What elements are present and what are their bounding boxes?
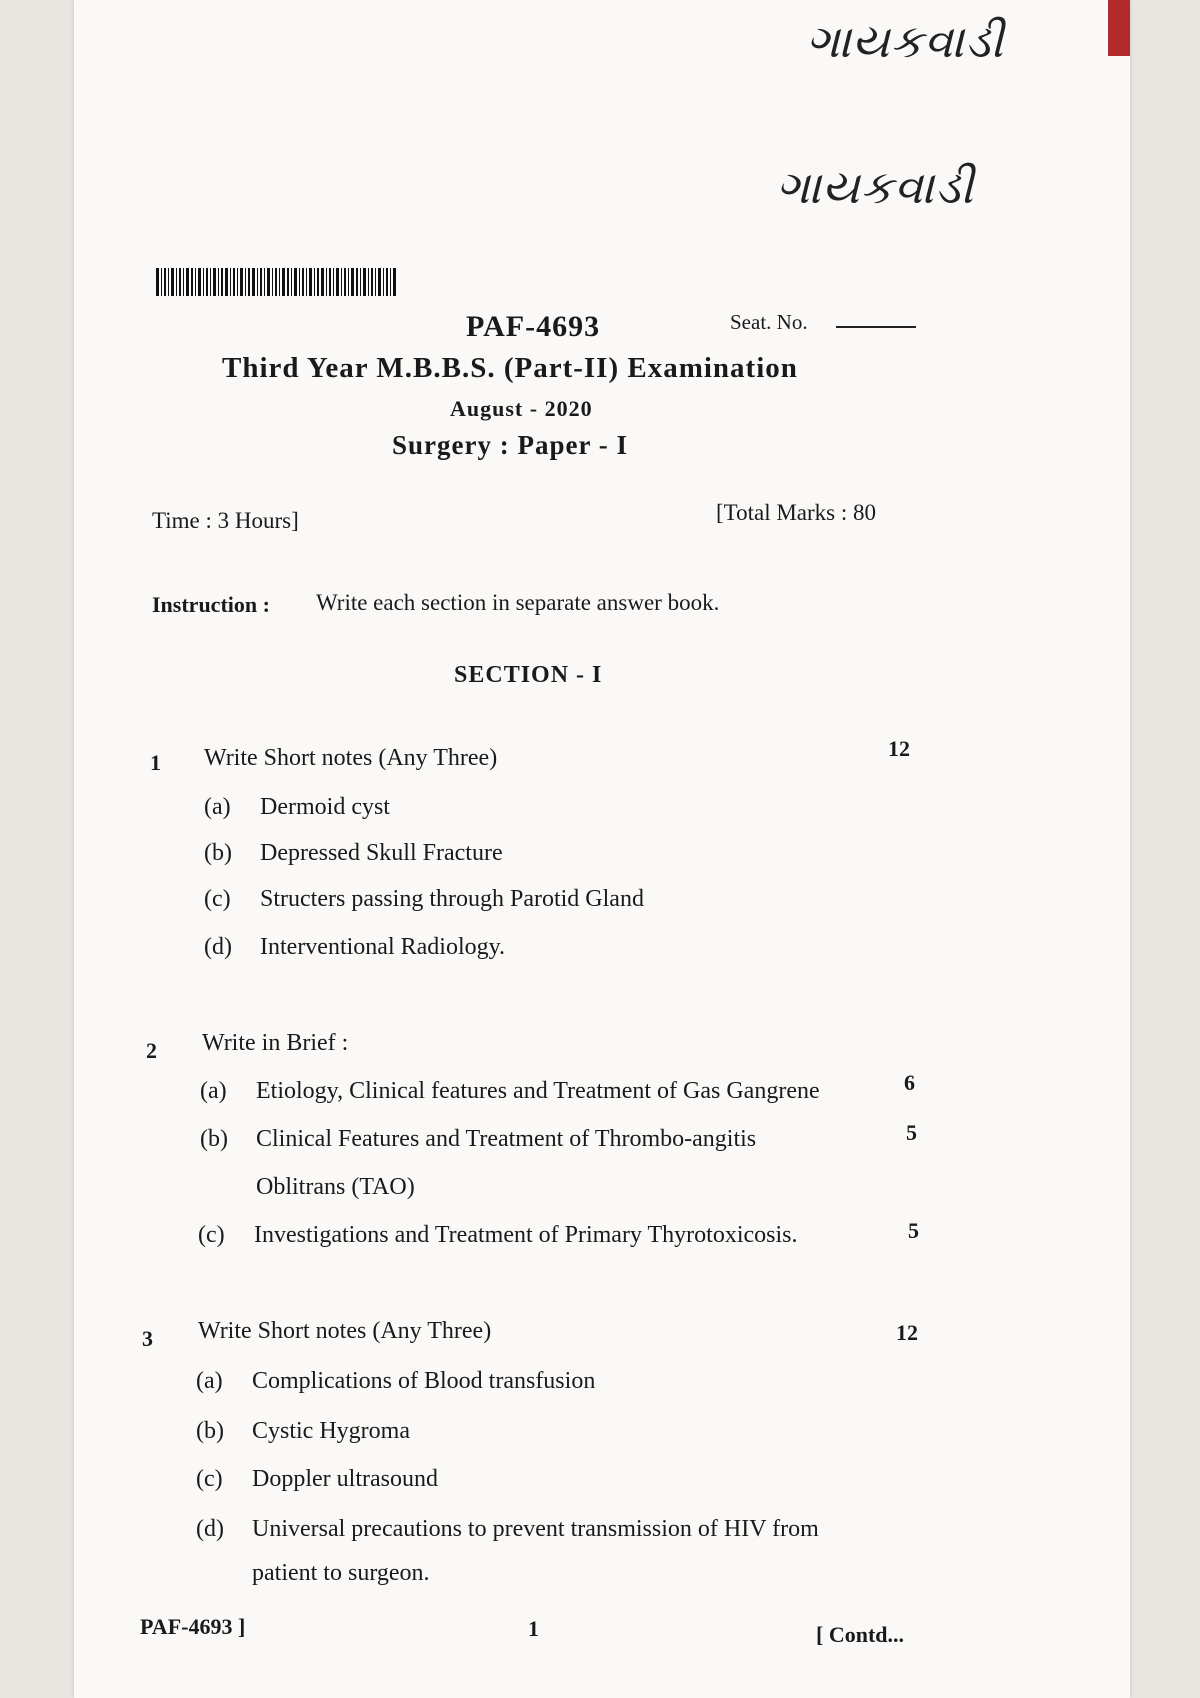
question-text: Write Short notes (Any Three) [198, 1318, 492, 1344]
seat-number-label: Seat. No. [730, 310, 808, 334]
footer-continued: [ Contd... [816, 1622, 905, 1647]
total-marks: [Total Marks : 80 [716, 500, 877, 525]
list-item: (b) Clinical Features and Treatment of Thrombo-angitis [200, 1126, 757, 1152]
list-item: (a) Dermoid cyst [204, 794, 390, 820]
part-marks: 5 [908, 1218, 919, 1243]
time-allowed: Time : 3 Hours] [152, 508, 299, 533]
question-marks: 12 [888, 736, 910, 761]
part-marks: 5 [906, 1120, 917, 1145]
list-item: (a) Etiology, Clinical features and Treatment of Gas Gangrene [200, 1078, 820, 1104]
list-item: (b) Depressed Skull Fracture [204, 840, 503, 866]
handwritten-note-top: ગાયકવાડી [806, 14, 1005, 68]
list-item: (a) Complications of Blood transfusion [196, 1368, 596, 1394]
exam-title: Third Year M.B.B.S. (Part-II) Examination [222, 352, 798, 384]
section-title: SECTION - I [454, 662, 603, 688]
paper-code: PAF-4693 [466, 310, 601, 343]
instruction-label: Instruction : [152, 592, 270, 617]
question-number: 2 [146, 1038, 157, 1063]
question-marks: 12 [896, 1320, 918, 1345]
list-item-continuation: Oblitrans (TAO) [256, 1174, 415, 1200]
part-marks: 6 [904, 1070, 915, 1095]
list-item: (b) Cystic Hygroma [196, 1418, 410, 1444]
exam-date: August - 2020 [450, 396, 593, 421]
red-edge-mark [1108, 0, 1130, 56]
list-item: (d) Interventional Radiology. [204, 934, 506, 960]
instruction-text: Write each section in separate answer book. [316, 590, 720, 615]
list-item: (c) Structers passing through Parotid Gland [204, 886, 644, 912]
question-number: 1 [150, 750, 161, 775]
handwritten-note-second: ગાયકવાડી [776, 160, 975, 214]
question-number: 3 [142, 1326, 153, 1351]
list-item: (c) Investigations and Treatment of Primary Thyrotoxicosis. [198, 1222, 798, 1248]
barcode [156, 268, 406, 308]
list-item-continuation: patient to surgeon. [252, 1560, 430, 1586]
list-item: (c) Doppler ultrasound [196, 1466, 438, 1492]
footer-paper-code: PAF-4693 ] [140, 1614, 246, 1639]
question-text: Write Short notes (Any Three) [204, 745, 498, 771]
seat-number-blank [836, 326, 916, 328]
list-item: (d) Universal precautions to prevent transmission of HIV from [196, 1516, 819, 1542]
exam-subject: Surgery : Paper - I [392, 430, 628, 460]
footer-page-number: 1 [528, 1616, 539, 1641]
question-text: Write in Brief : [202, 1030, 349, 1056]
